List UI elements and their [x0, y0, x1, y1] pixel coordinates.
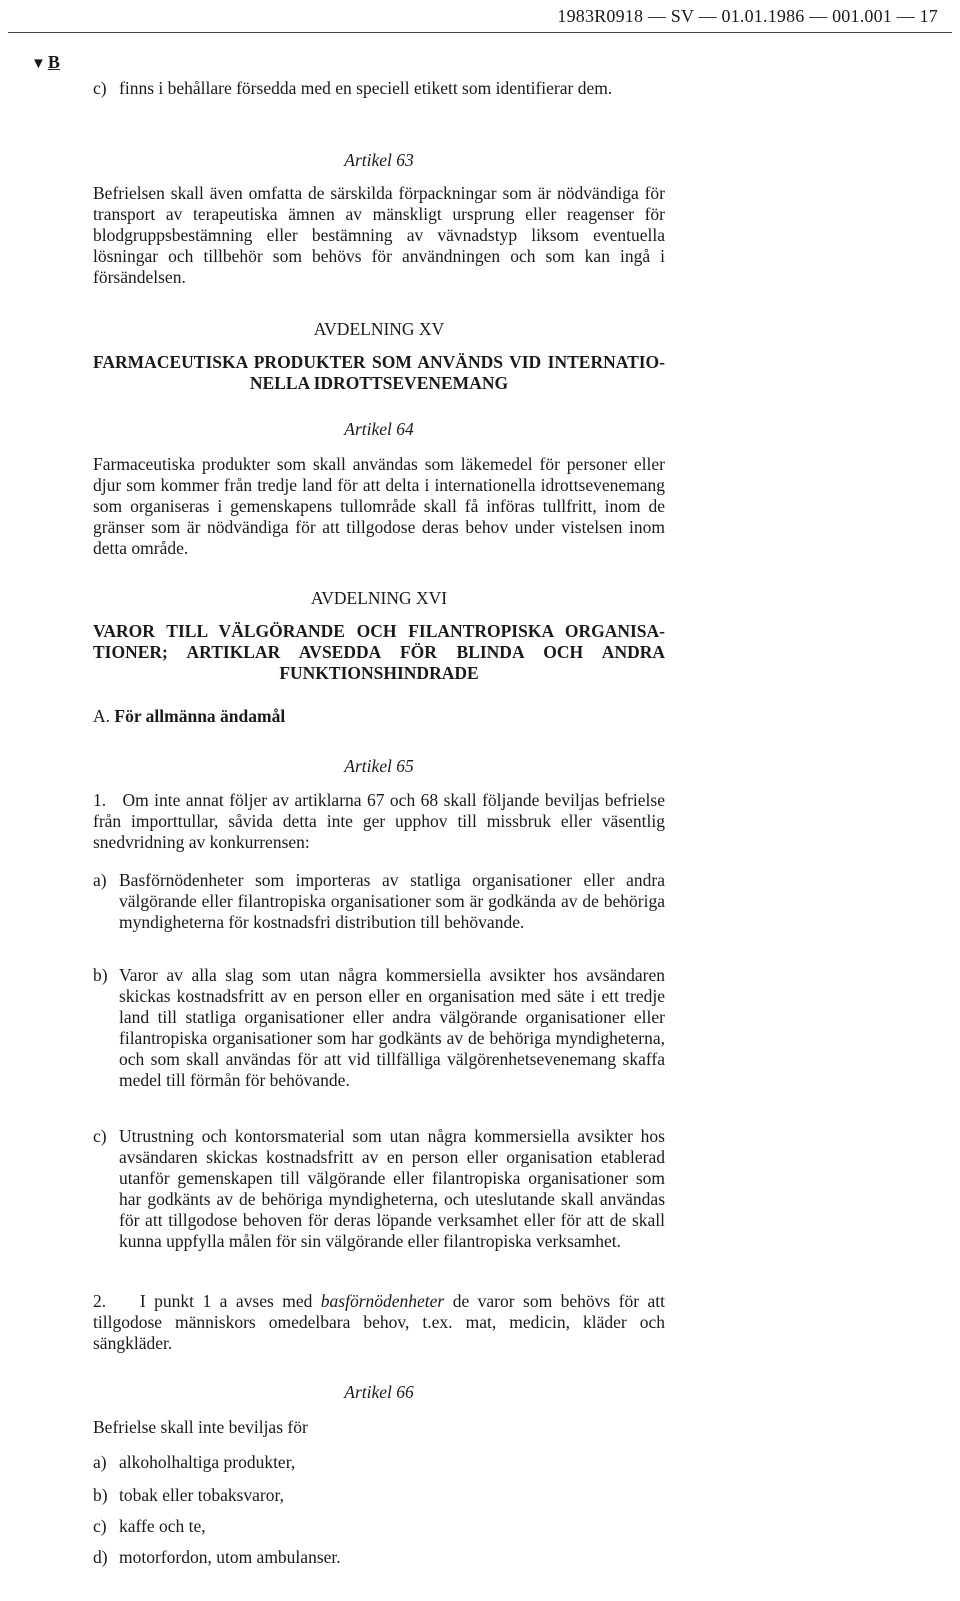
section-16-title-line: TIONER; ARTIKLAR AVSEDDA FÖR BLINDA OCH ANDRA [93, 642, 665, 662]
list-item-text: alkoholhaltiga produkter, [119, 1452, 296, 1472]
defined-term: basförnödenheter [320, 1291, 445, 1311]
list-item-label: a) [93, 870, 107, 890]
subsection-letter: A. [93, 706, 111, 726]
list-item-label: a) [93, 1452, 107, 1472]
list-item-text: Varor av alla slag som utan några kommersiella avsikter hos avsändaren skickas kostnadsfritt av en person eller en organisation med säte i ett tredje land till statliga organisationer eller andra välgörande organisationer eller filantropiska organisationer som har godkänts av de behöriga myndigheterna, och som skall användas för att vid tillfälliga välgörenhetsevenemang skaffa medel till förmån för behövande. [119, 965, 665, 1090]
paragraph-number: 2. [93, 1291, 107, 1311]
section-15-heading: AVDELNING XV [313, 319, 445, 339]
list-item-label: d) [93, 1547, 108, 1567]
list-item [93, 78, 665, 99]
list-item-text: Basförnödenheter som importeras av statliga organisationer eller andra välgörande eller filantropiska organisationer som är godkända av de behöriga myndigheterna för kostnadsfri distribution till behövande. [119, 870, 665, 932]
article-65-paragraph-1 [93, 790, 665, 853]
article-65-title: Artikel 65 [344, 756, 414, 776]
section-15-title-line: NELLA IDROTTSEVENEMANG [249, 373, 509, 393]
section-16-title-line: FUNKTIONSHINDRADE [279, 663, 479, 683]
article-63-title: Artikel 63 [344, 150, 414, 170]
list-item-label: b) [93, 965, 108, 985]
list-item-text: kaffe och te, [119, 1516, 206, 1536]
paragraph-text-end: de varor som behövs för att tillgodose människors omedelbara behov, t.ex. mat, medicin, kläder och sängkläder. [93, 1291, 665, 1353]
article-66-title: Artikel 66 [344, 1382, 414, 1402]
section-16-heading: AVDELNING XVI [310, 588, 448, 608]
list-item [93, 1516, 665, 1537]
amendment-marker [31, 52, 60, 75]
article-66-intro: Befrielse skall inte beviljas för [93, 1417, 308, 1437]
list-item-text: finns i behållare försedda med en speciell etikett som identifierar dem. [119, 78, 613, 98]
list-item-text: motorfordon, utom ambulanser. [119, 1547, 341, 1567]
list-item [93, 1547, 665, 1568]
list-item-label: b) [93, 1485, 108, 1505]
section-15-title [93, 352, 665, 394]
list-item-label: c) [93, 78, 107, 98]
article-64-text: Farmaceutiska produkter som skall användas som läkemedel för personer eller djur som kommer från tredje land för att delta i internationella idrottsevenemang som organiseras i gemenskapens tullområde skall få införas tullfritt, inom de gränser som är nödvändiga för att tillgodose deras behov under vistelsen inom detta område. [93, 454, 665, 558]
article-65-paragraph-2 [93, 1291, 665, 1354]
list-item [93, 965, 665, 1091]
subsection-title: För allmänna ändamål [114, 706, 286, 726]
subsection-a-heading [93, 706, 665, 727]
list-item-text: tobak eller tobaksvaror, [119, 1485, 285, 1505]
list-item-label: c) [93, 1126, 107, 1146]
section-16-title-line: VAROR TILL VÄLGÖRANDE OCH FILANTROPISKA ORGANISA- [93, 621, 665, 641]
triangle-down-icon: ▼ [31, 56, 46, 72]
article-63-text: Befrielsen skall även omfatta de särskilda förpackningar som är nödvändiga för transport av terapeutiska ämnen av mänskligt ursprung eller reagenser för blodgruppsbestämning eller bestämning av vävnadstyp liksom eventuella lösningar och tillbehör som behövs för användningen och som kan ingå i försändelsen. [93, 183, 665, 287]
list-item [93, 870, 665, 933]
header-divider [8, 32, 952, 33]
paragraph-text-start: I punkt 1 a avses med [139, 1291, 321, 1311]
paragraph-number: 1. [93, 790, 107, 810]
paragraph-text: Om inte annat följer av artiklarna 67 och 68 skall följande beviljas befrielse från importtullar, såvida detta inte ger upphov till missbruk eller väsentlig snedvridning av konkurrensen: [93, 790, 665, 852]
article-64-title: Artikel 64 [344, 419, 414, 439]
list-item [93, 1452, 665, 1473]
list-item-label: c) [93, 1516, 107, 1536]
document-reference: 1983R0918 — SV — 01.01.1986 — 001.001 — 17 [557, 6, 938, 26]
section-16-title [93, 621, 665, 684]
section-15-title-line: FARMACEUTISKA PRODUKTER SOM ANVÄNDS VID INTERNATIO- [93, 352, 665, 372]
list-item-text: Utrustning och kontorsmaterial som utan några kommersiella avsikter hos avsändaren skickas kostnadsfritt av en person eller organisation etablerad utanför gemenskapen till välgörande eller filantropiska organisationer som har godkänts av de behöriga myndigheterna, och uteslutande skall användas för att tillgodose behoven för deras löpande verksamhet eller för att de skall kunna uppfylla målen för sin välgörande eller filantropiska verksamhet. [119, 1126, 665, 1251]
list-item [93, 1485, 665, 1506]
list-item [93, 1126, 665, 1252]
marker-letter: B [47, 52, 60, 72]
